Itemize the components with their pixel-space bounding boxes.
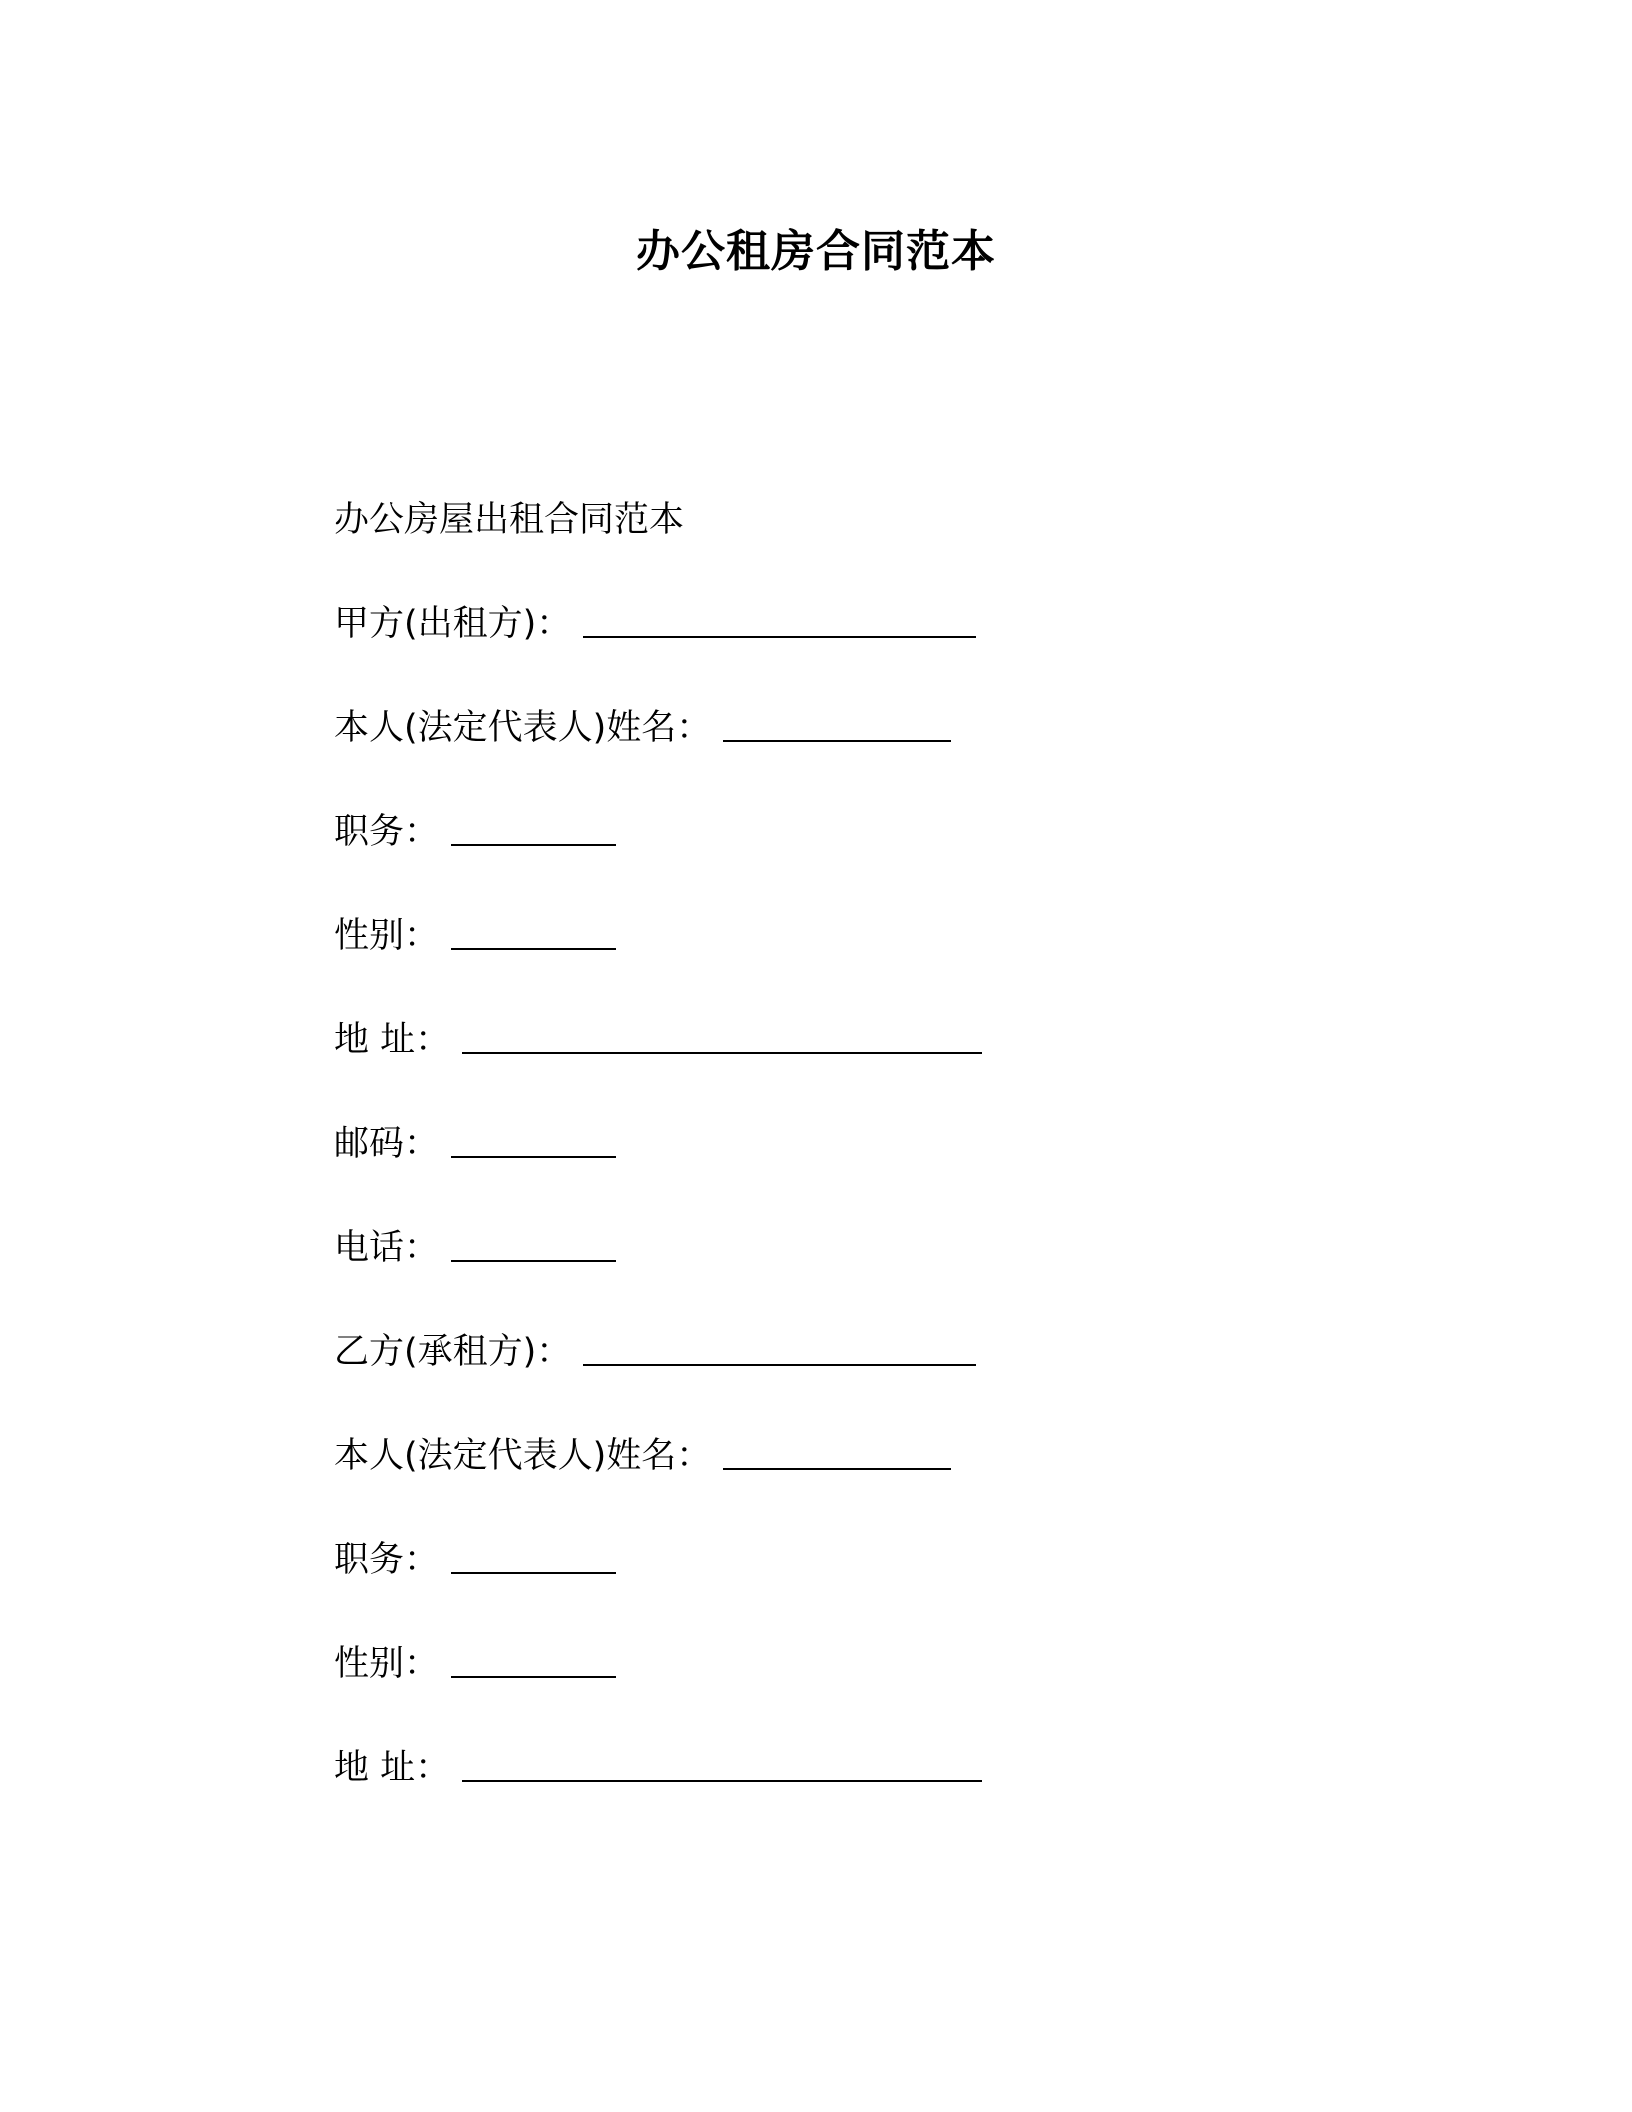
party-a-representative-blank	[723, 698, 951, 742]
party-a-name-blank	[583, 594, 976, 638]
party-a-position-blank	[451, 802, 616, 846]
party-a-address-blank	[462, 1010, 982, 1054]
party-a-gender-blank	[451, 906, 616, 950]
party-b-representative-blank	[723, 1426, 951, 1470]
party-b-position-label: 职务：	[334, 1540, 440, 1580]
party-b-position-line	[334, 1530, 1434, 1634]
party-a-heading-line	[334, 594, 1434, 698]
subtitle: 办公房屋出租合同范本	[334, 500, 685, 540]
party-a-phone-line	[334, 1218, 1434, 1322]
party-a-postcode-line	[334, 1114, 1434, 1218]
party-b-address-label: 地 址：	[334, 1748, 451, 1788]
party-b-position-blank	[451, 1530, 616, 1574]
party-a-address-line	[334, 1010, 1434, 1114]
party-b-gender-line	[334, 1634, 1434, 1738]
party-a-representative-label: 本人(法定代表人)姓名：	[334, 708, 712, 748]
party-b-representative-line	[334, 1426, 1434, 1530]
party-b-address-blank	[462, 1738, 982, 1782]
party-a-phone-blank	[451, 1218, 616, 1262]
party-a-phone-label: 电话：	[334, 1228, 440, 1268]
subtitle-line	[334, 490, 1434, 594]
party-a-address-label: 地 址：	[334, 1020, 451, 1060]
party-a-gender-label: 性别：	[334, 916, 440, 956]
party-a-representative-line	[334, 698, 1434, 802]
party-a-position-line	[334, 802, 1434, 906]
party-b-heading-line	[334, 1322, 1434, 1426]
party-b-gender-blank	[451, 1634, 616, 1678]
party-a-heading-label: 甲方(出租方)：	[334, 604, 572, 644]
party-a-postcode-label: 邮码：	[334, 1124, 440, 1164]
party-a-gender-line	[334, 906, 1434, 1010]
party-b-name-blank	[583, 1322, 976, 1366]
party-a-position-label: 职务：	[334, 812, 440, 852]
party-b-heading-label: 乙方(承租方)：	[334, 1332, 572, 1372]
party-b-representative-label: 本人(法定代表人)姓名：	[334, 1436, 712, 1476]
party-b-gender-label: 性别：	[334, 1644, 440, 1684]
party-a-postcode-blank	[451, 1114, 616, 1158]
party-b-address-line	[334, 1738, 1434, 1842]
document-title: 办公租房合同范本	[636, 226, 996, 277]
contract-fields	[334, 490, 1434, 1842]
